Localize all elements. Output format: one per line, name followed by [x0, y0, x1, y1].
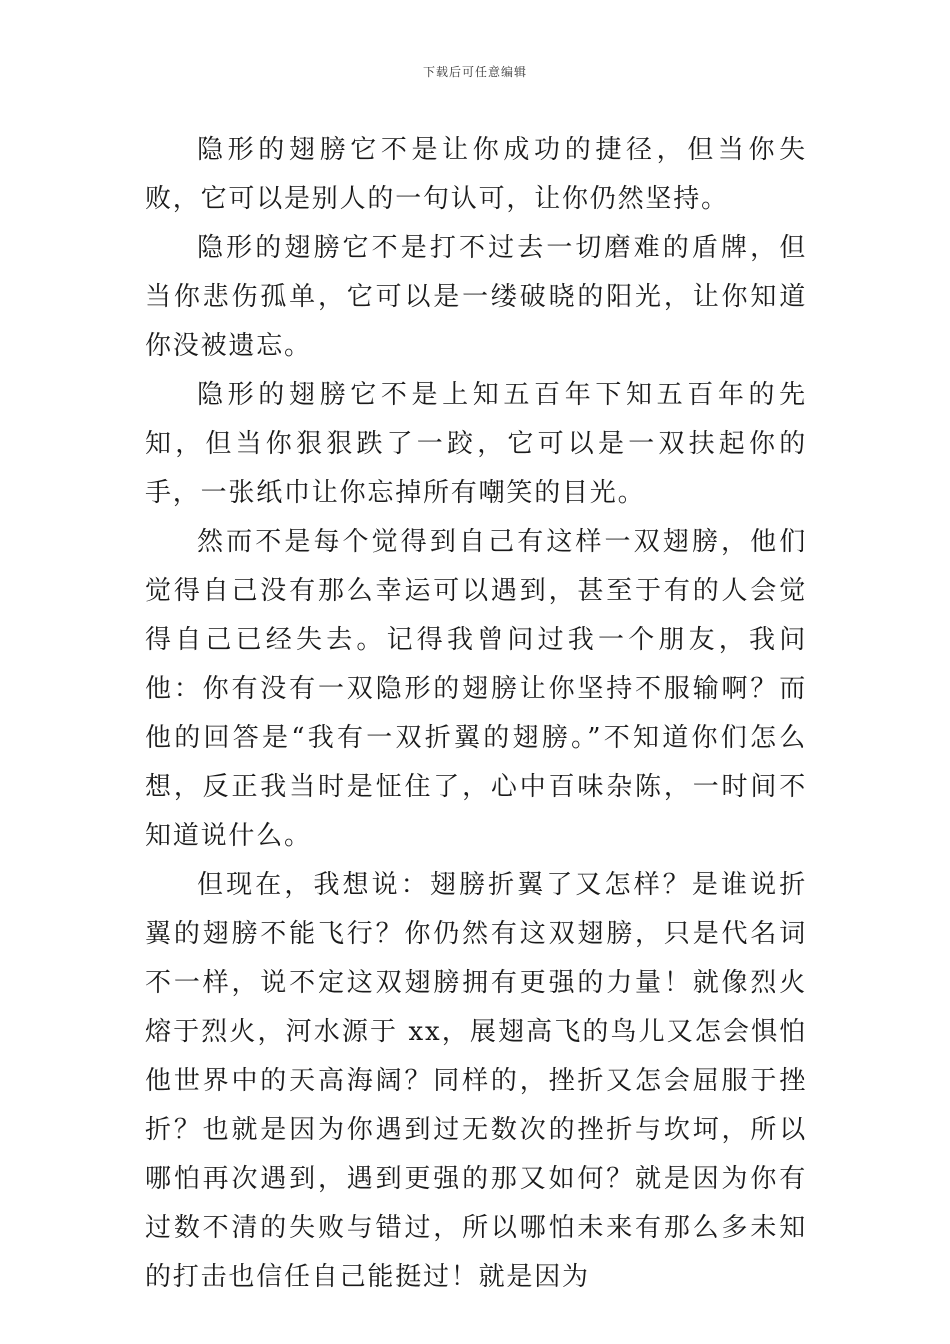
paragraph: 但现在，我想说：翅膀折翼了又怎样？是谁说折翼的翅膀不能飞行？你仍然有这双翅膀，只是代名词不一样，说不定这双翅膀拥有更强的力量！就像烈火熔于烈火，河水源于 xx，展翅高飞的鸟儿又怎会惧怕他世界中的天高海阔？同样的，挫折又怎会屈服于挫折？也就是因为你遇到过无数次的挫折与坎坷，所以哪怕再次遇到，遇到更强的那又如何？就是因为你有过数不清的失败与错过，所以哪怕未来有那么多未知的打击也信任自己能挺过！就是因为: [145, 870, 807, 1292]
paragraph: 隐形的翅膀它不是让你成功的捷径，但当你失败，它可以是别人的一句认可，让你仍然坚持。: [145, 135, 807, 214]
paragraph: 然而不是每个觉得到自己有这样一双翅膀，他们觉得自己没有那么幸运可以遇到，甚至于有的人会觉得自己已经失去。记得我曾问过我一个朋友，我问他：你有没有一双隐形的翅膀让你坚持不服输啊？而他的回答是“我有一双折翼的翅膀。”不知道你们怎么想，反正我当时是怔住了，心中百味杂陈，一时间不知道说什么。: [145, 527, 807, 851]
paragraph: 隐形的翅膀它不是上知五百年下知五百年的先知，但当你狠狠跌了一跤，它可以是一双扶起你的手，一张纸巾让你忘掉所有嘲笑的目光。: [145, 380, 807, 508]
paragraph: 隐形的翅膀它不是打不过去一切磨难的盾牌，但当你悲伤孤单，它可以是一缕破晓的阳光，让你知道你没被遗忘。: [145, 233, 807, 361]
page-header-note: 下载后可任意编辑: [422, 65, 527, 79]
document-body: [145, 126, 807, 1302]
